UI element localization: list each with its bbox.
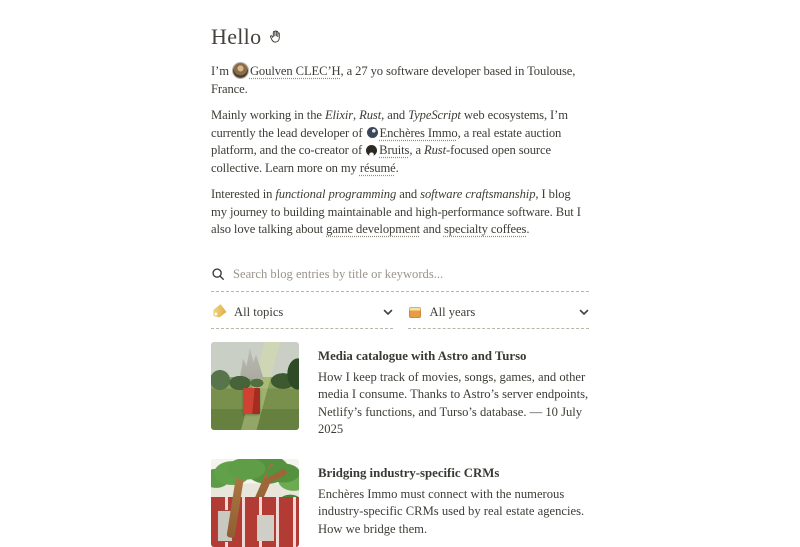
entry-title: Bridging industry-specific CRMs bbox=[318, 465, 500, 480]
emphasized-text: Elixir bbox=[324, 108, 354, 122]
years-filter-select[interactable] bbox=[408, 305, 590, 329]
emphasized-text: functional programming bbox=[275, 187, 397, 201]
intro-paragraph-3: Interested in functional programming and software craftsmanship, I blog my journey to building maintainable and high-performance software. But I also love talking about game development and specialty coffees. bbox=[211, 187, 581, 236]
link-game-development[interactable]: game development bbox=[326, 222, 420, 236]
emphasized-text: Rust bbox=[359, 108, 382, 122]
intro-paragraph-1: I’m Goulven CLEC’H, a 27 yo software developer based in Toulouse, France. bbox=[211, 64, 576, 96]
entry-description: How I keep track of movies, songs, games, and other media I consume. Thanks to Astro’s server endpoints, Netlify’s functions, and Turso’s database. — 10 July 2025 bbox=[318, 369, 589, 436]
topics-filter-label: All topics bbox=[234, 304, 284, 319]
intro-paragraph-2: Mainly working in the Elixir, Rust, and TypeScript web ecosystems, I’m currently the lead developer of Enchères Immo, a real estate auction platform, and the co-creator of Bruits, a Rust-focused open source collective. Learn more on my résumé. bbox=[211, 108, 568, 175]
emphasized-text: Rust bbox=[424, 143, 446, 157]
link-bruits[interactable]: Bruits bbox=[379, 143, 410, 157]
emphasized-text: TypeScript bbox=[408, 108, 461, 122]
years-filter-label: All years bbox=[429, 304, 476, 319]
chevron-down-icon bbox=[579, 309, 589, 316]
entries-list bbox=[211, 342, 589, 547]
search-input[interactable] bbox=[233, 267, 589, 282]
emphasized-text: software craftsmanship bbox=[420, 187, 536, 201]
topics-filter-select[interactable] bbox=[211, 305, 393, 329]
github-icon bbox=[366, 145, 377, 156]
main-column bbox=[211, 0, 589, 547]
encheres-icon bbox=[367, 127, 378, 138]
entry-thumbnail bbox=[211, 459, 299, 547]
page-title-text: Hello bbox=[211, 24, 262, 49]
entry-title: Media catalogue with Astro and Turso bbox=[318, 348, 527, 363]
tag-icon bbox=[210, 304, 226, 320]
entry-text bbox=[318, 342, 589, 439]
avatar-icon bbox=[233, 63, 248, 78]
entry-text bbox=[318, 459, 589, 547]
entry-description: Enchères Immo must connect with the numerous industry-specific CRMs used by real estate agencies. How we bridge them. bbox=[318, 486, 585, 536]
calendar-icon bbox=[409, 307, 421, 318]
search-bar bbox=[211, 267, 589, 292]
link-specialty-coffees[interactable]: specialty coffees bbox=[443, 222, 527, 236]
chevron-down-icon bbox=[383, 309, 393, 316]
link-ench-res-immo[interactable]: Enchères Immo bbox=[379, 125, 458, 140]
blog-entry-link[interactable] bbox=[211, 459, 589, 547]
blog-entry-link[interactable] bbox=[211, 342, 589, 439]
link-r-sum-[interactable]: résumé bbox=[359, 160, 396, 175]
search-icon bbox=[211, 267, 225, 281]
entry-thumbnail bbox=[211, 342, 299, 430]
link-goulven-clec-h[interactable]: Goulven CLEC’H bbox=[249, 64, 341, 78]
page-title bbox=[211, 24, 589, 50]
waving-hand-icon bbox=[268, 24, 283, 50]
filters-row bbox=[211, 305, 589, 329]
